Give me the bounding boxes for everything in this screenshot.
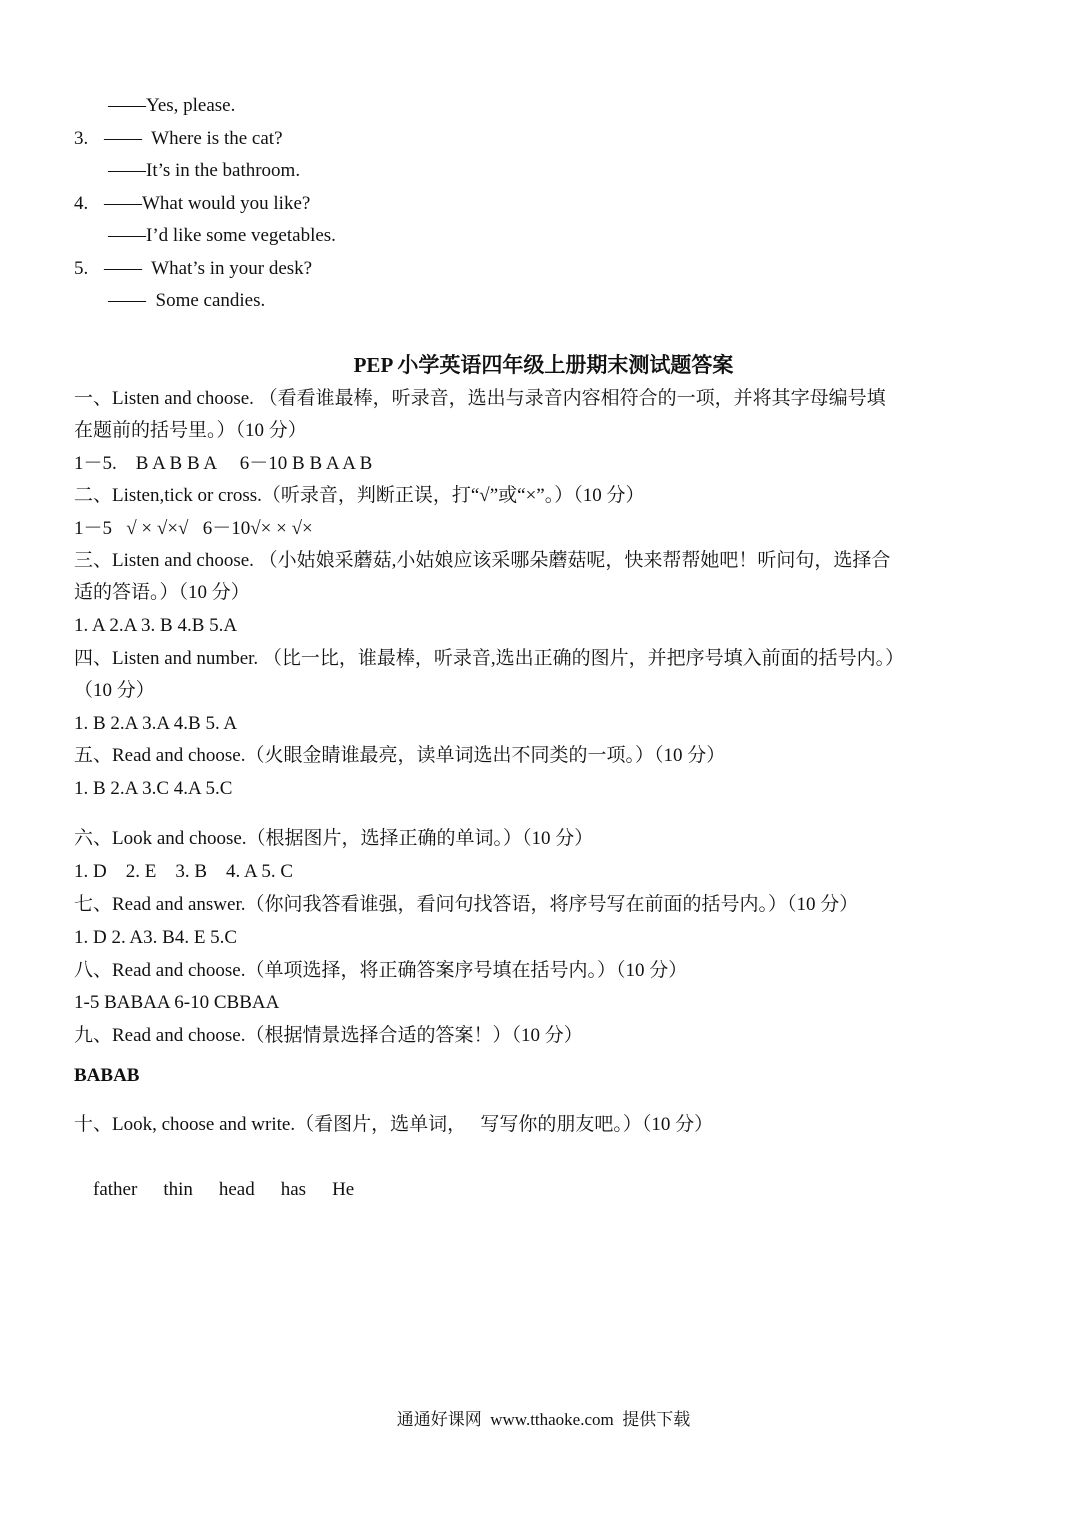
dialogue-5-number: 5.	[74, 258, 89, 279]
section-1-answer: 1－5. B A B B A 6－10 B B A A B	[74, 453, 373, 474]
dialogue-3-answer: ——It’s in the bathroom.	[108, 160, 301, 181]
dialogue-5-answer: —— Some candies.	[108, 290, 266, 311]
dialogue-2-answer: ——Yes, please.	[108, 95, 236, 116]
section-8-heading: 八、Read and choose.（单项选择，将正确答案序号填在括号内。）（10 分）	[74, 960, 688, 981]
section-10-heading: 十、Look, choose and write.（看图片，选单词， 写写你的朋友吧。）（10 分）	[74, 1114, 714, 1135]
section-6-heading: 六、Look and choose.（根据图片，选择正确的单词。）（10 分）	[74, 828, 594, 849]
section-3-answer: 1. A 2.A 3. B 4.B 5.A	[74, 615, 238, 636]
section-7-answer: 1. D 2. A3. B4. E 5.C	[74, 927, 238, 948]
word-head: head	[218, 1179, 255, 1200]
page-title: PEP 小学英语四年级上册期末测试题答案	[353, 353, 734, 377]
dialogue-3-question: —— Where is the cat?	[104, 128, 283, 149]
dialogue-5-question: —— What’s in your desk?	[104, 258, 313, 279]
section-9-heading: 九、Read and choose.（根据情景选择合适的答案！）（10 分）	[74, 1025, 583, 1046]
section-4-heading-line1: 四、Listen and number. （比一比，谁最棒，听录音,选出正确的图片，并把序号填入前面的括号内。）	[74, 648, 905, 669]
section-1-heading-line1: 一、Listen and choose. （看看谁最棒，听录音，选出与录音内容相符合的一项，并将其字母编号填	[74, 388, 886, 409]
section-5-answer: 1. B 2.A 3.C 4.A 5.C	[74, 778, 233, 799]
dialogue-3-number: 3.	[74, 128, 89, 149]
section-2-answer: 1－5 √ × √×√ 6－10√× × √×	[74, 518, 313, 539]
word-father: father	[93, 1179, 138, 1200]
section-3-heading-line1: 三、Listen and choose. （小姑娘采蘑菇,小姑娘应该采哪朵蘑菇呢，快来帮帮她吧！听问句，选择合	[74, 550, 891, 571]
dialogue-4-question: ——What would you like?	[104, 193, 311, 214]
section-4-answer: 1. B 2.A 3.A 4.B 5. A	[74, 713, 238, 734]
word-he: He	[332, 1179, 355, 1200]
section-10-word-list	[74, 1154, 380, 1226]
section-7-heading: 七、Read and answer.（你问我答看谁强，看问句找答语，将序号写在前面的括号内。）（10 分）	[74, 894, 859, 915]
dialogue-4-number: 4.	[74, 193, 89, 214]
dialogue-4-answer: ——I’d like some vegetables.	[108, 225, 336, 246]
section-6-answer: 1. D 2. E 3. B 4. A 5. C	[74, 861, 294, 882]
section-5-heading: 五、Read and choose.（火眼金睛谁最亮，读单词选出不同类的一项。）（10 分）	[74, 745, 726, 766]
section-1-heading-line2: 在题前的括号里。）（10 分）	[74, 420, 307, 441]
section-3-heading-line2: 适的答语。）（10 分）	[74, 582, 250, 603]
section-4-heading-line2: （10 分）	[74, 680, 155, 701]
section-2-heading: 二、Listen,tick or cross.（听录音，判断正误，打“√”或“×”。）（10 分）	[74, 485, 645, 506]
page-footer: 通通好课网 www.tthaoke.com 提供下载	[396, 1410, 691, 1429]
word-has: has	[280, 1179, 307, 1200]
section-8-answer: 1-5 BABAA 6-10 CBBAA	[74, 992, 280, 1013]
word-thin: thin	[163, 1179, 193, 1200]
section-9-answer: BABAB	[74, 1065, 140, 1086]
